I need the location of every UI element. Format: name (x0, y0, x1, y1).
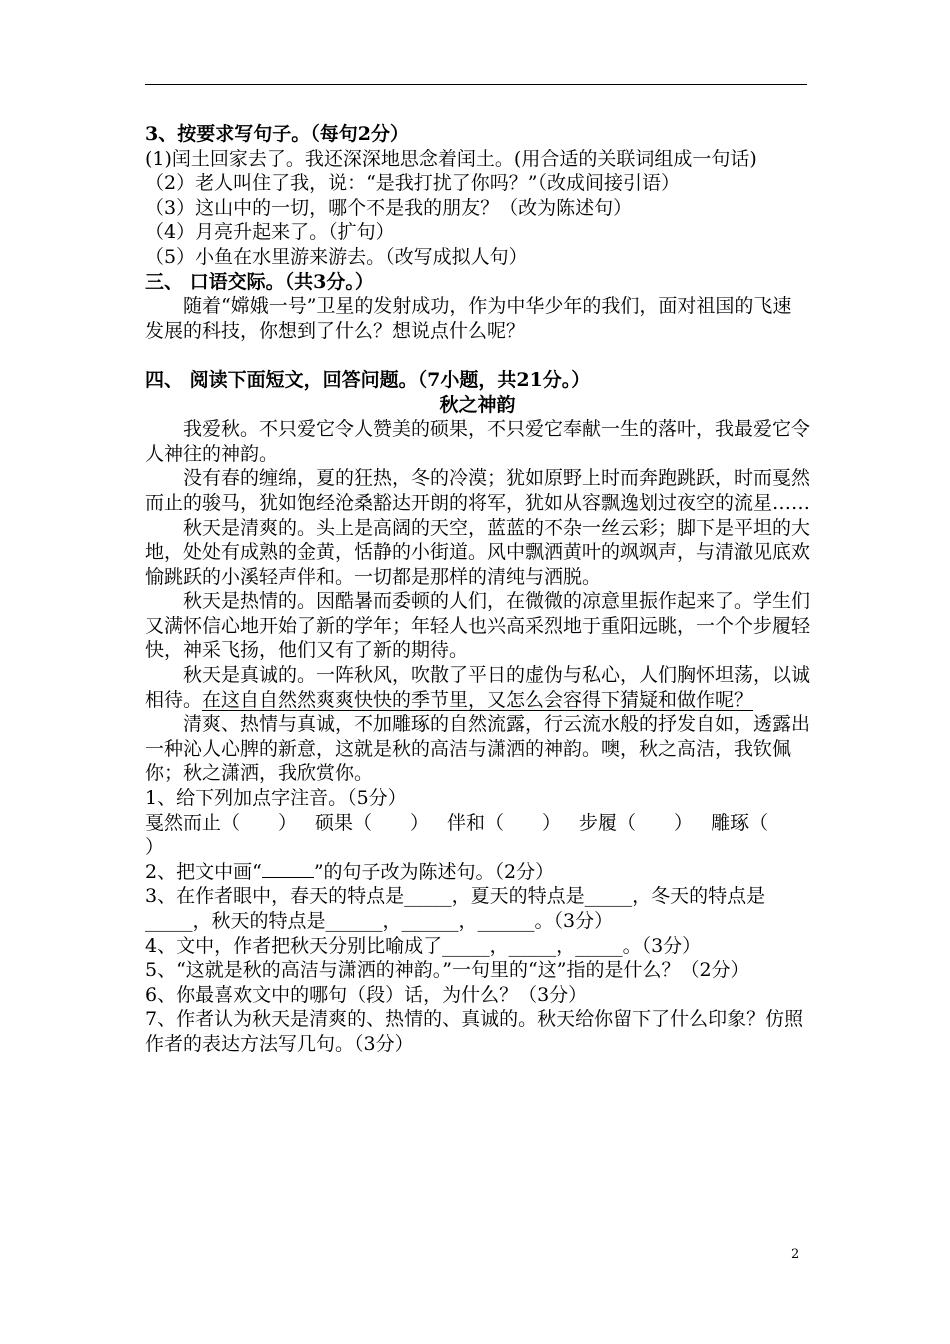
question-2 (145, 860, 810, 885)
question-2-pre: 2、把文中画“ (145, 860, 262, 883)
article-paragraph-5 (145, 663, 810, 712)
spacer (145, 343, 810, 368)
part3-title: 三、 口语交际。（共3分。） (145, 270, 374, 293)
article-paragraph-2: 没有春的缠绵，夏的狂热，冬的冷漠；犹如原野上时而奔跑跳跃，时而戛然而止的骏马，犹如饱经沧桑豁达开朗的将军，犹如从容飘逸划过夜空的流星…… (145, 467, 811, 514)
part3-body: 随着“嫦娥一号”卫星的发射成功，作为中华少年的我们，面对祖国的飞速发展的科技，你想到了什么？想说点什么呢？ (145, 295, 792, 342)
pinyin-close: ） (145, 836, 165, 859)
pinyin-item-2: 硕果（ ） (315, 811, 430, 834)
pinyin-row (145, 811, 810, 836)
question-1: 1、给下列加点字注音。（5分） (145, 787, 407, 810)
underline-sample (262, 863, 314, 878)
question-7: 7、作者认为秋天是清爽的、热情的、真诚的。秋天给你留下了什么印象？仿照作者的表达方法写几句。（3分） (145, 1008, 804, 1055)
section3-item-3: （3）这山中的一切，哪个不是我的朋友？（改为陈述句） (145, 196, 633, 219)
section3-title: 3、按要求写句子。（每句2分） (145, 123, 409, 145)
part4-title: 四、 阅读下面短文，回答问题。（7小题，共21分。） (145, 368, 591, 391)
question-5: 5、“这就是秋的高洁与潇洒的神韵。”一句里的“这”指的是什么？（2分） (145, 959, 750, 982)
article-paragraph-6: 清爽、热情与真诚，不加雕琢的自然流露，行云流水般的抒发自如，透露出一种沁人心脾的新意，这就是秋的高洁与潇洒的神韵。噢，秋之高洁，我钦佩你；秋之潇洒，我欣赏你。 (145, 713, 811, 785)
article-title: 秋之神韵 (439, 393, 516, 416)
pinyin-item-5: 雕琢（ (711, 811, 769, 834)
pinyin-item-4: 步履（ ） (579, 811, 694, 834)
underlined-sentence: 在这自自然然爽爽快快的季节里，又怎么会容得下猜疑和做作呢？ (202, 688, 754, 711)
pinyin-item-1: 戛然而止（ ） (145, 811, 298, 834)
question-2-post: ”的句子改为陈述句。（2分） (313, 860, 555, 883)
section3-item-2: （2）老人叫住了我，说：“是我打扰了你吗？”（改成间接引语） (145, 172, 681, 195)
question-4: 4、文中，作者把秋天分别比喻成了_____，_____，_____。（3分） (145, 934, 702, 957)
header-rule (145, 84, 807, 85)
section3-item-5: （5）小鱼在水里游来游去。（改写成拟人句） (145, 245, 528, 268)
page-number: 2 (791, 1247, 800, 1262)
section3-item-1: (1)闰土回家去了。我还深深地思念着闰土。(用合适的关联词组成一句话) (145, 147, 757, 170)
pinyin-item-3: 伴和（ ） (447, 811, 562, 834)
article-paragraph-4: 秋天是热情的。因酷暑而委顿的人们，在微微的凉意里振作起来了。学生们又满怀信心地开始了新的学年；年轻人也兴高采烈地于重阳远眺，一个个步履轻快，神采飞扬，他们又有了新的期待。 (145, 590, 811, 662)
question-6: 6、你最喜欢文中的哪句（段）话，为什么？（3分） (145, 983, 588, 1006)
section3-item-4: （4）月亮升起来了。（扩句） (145, 221, 395, 244)
article-paragraph-1: 我爱秋。不只爱它令人赞美的硕果，不只爱它奉献一生的落叶，我最爱它令人神往的神韵。 (145, 418, 811, 465)
question-3: 3、在作者眼中，春天的特点是_____，夏天的特点是_____，冬天的特点是_____，秋天的特点是______，______，______。（3分） (145, 885, 766, 932)
paragraph-5-text: 秋天是真诚的。一阵秋风，吹散了平日的虚伪与私心，人们胸怀坦荡，以诚相待。 (145, 664, 811, 711)
article-paragraph-3: 秋天是清爽的。头上是高阔的天空，蓝蓝的不杂一丝云彩；脚下是平坦的大地，处处有成熟的金黄，恬静的小街道。风中飘洒黄叶的飒飒声，与清澈见底欢愉跳跃的小溪轻声伴和。一切都是那样的清纯与洒脱。 (145, 516, 811, 588)
exam-page (145, 122, 810, 1057)
